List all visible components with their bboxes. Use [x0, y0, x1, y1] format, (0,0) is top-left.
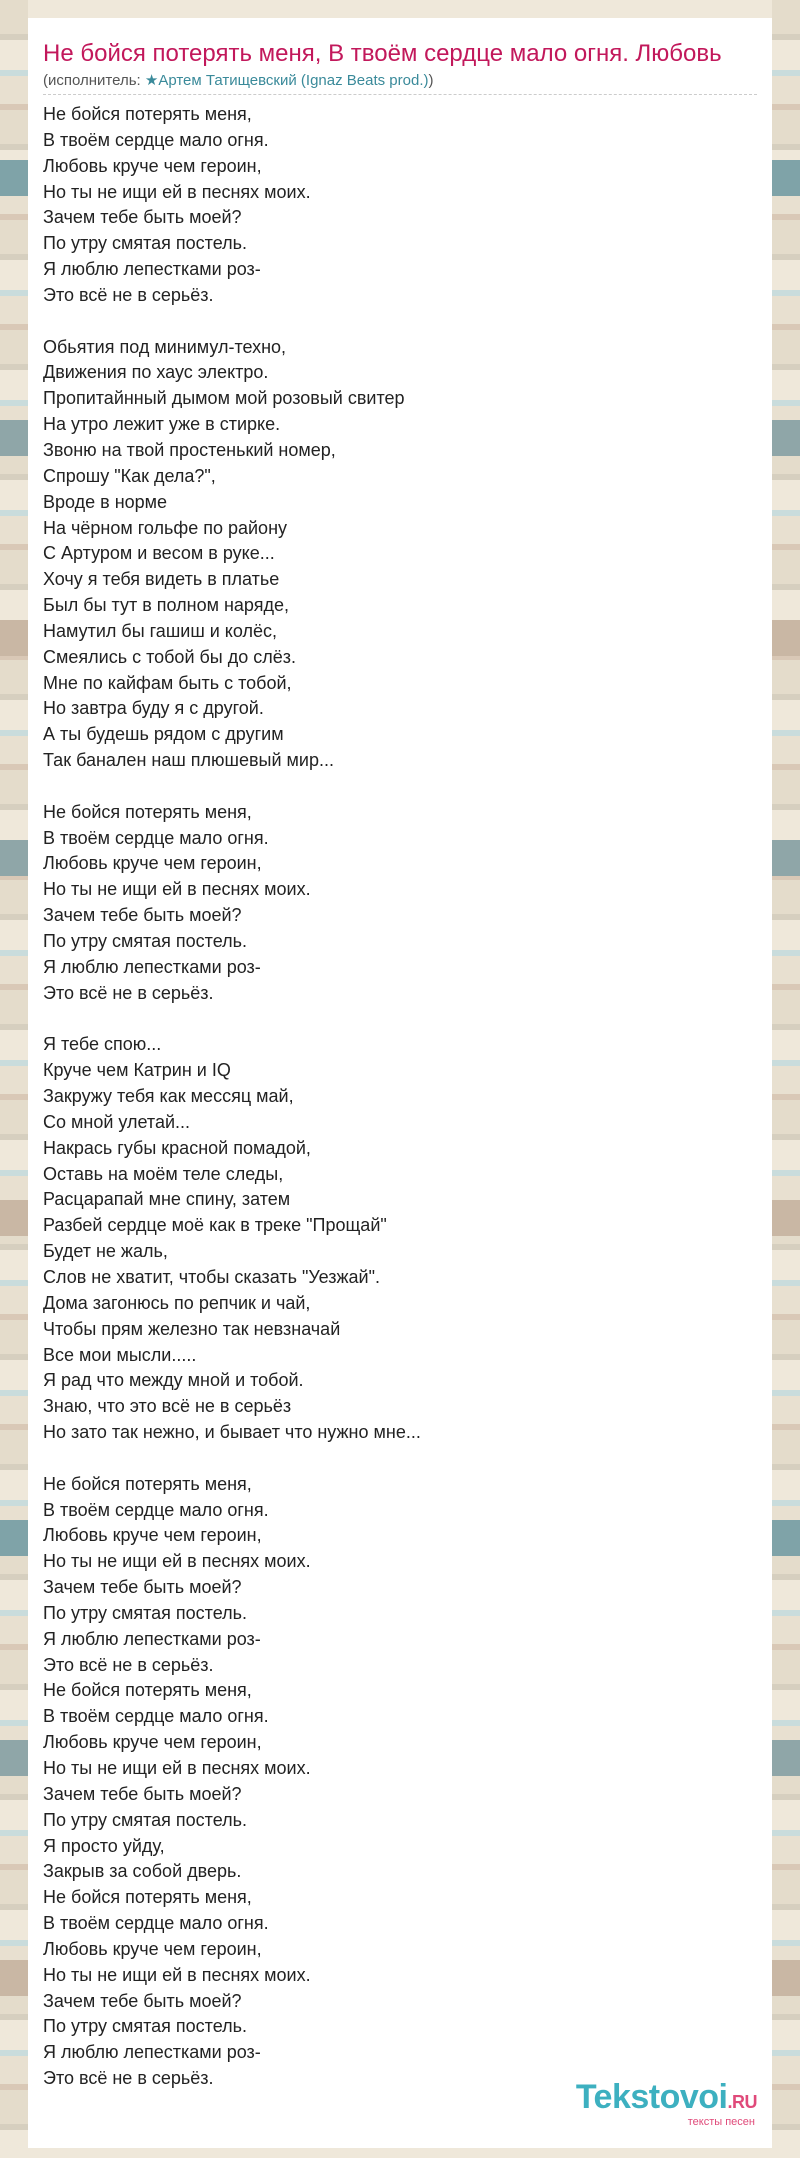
border-accent — [772, 420, 800, 456]
lyric-line — [43, 774, 421, 800]
lyric-line: Но ты не ищи ей в песнях моих. — [43, 1964, 311, 1985]
lyric-line — [43, 1007, 421, 1033]
lyric-line: По утру смятая постель. — [43, 2016, 248, 2037]
lyric-line: Это всё не в серьёз. — [43, 982, 214, 1003]
lyric-line: Разбей сердце моё как в треке "Прощай" — [43, 1215, 387, 1236]
border-accent — [0, 1520, 28, 1556]
lyric-line: Не бойся потерять меня, — [43, 1473, 252, 1494]
site-logo[interactable] — [576, 2079, 757, 2128]
lyric-line: Пропитайнный дымом мой розовый свитер — [43, 388, 405, 409]
lyric-line: В твоём сердце мало огня. — [43, 1913, 269, 1934]
lyric-line: Я люблю лепестками роз- — [43, 956, 261, 977]
border-accent — [772, 840, 800, 876]
lyric-line: Любовь круче чем героин, — [43, 853, 262, 874]
lyric-line: Я люблю лепестками роз- — [43, 2042, 261, 2063]
logo-tld: .RU — [727, 2092, 757, 2112]
lyric-line: В твоём сердце мало огня. — [43, 1499, 269, 1520]
lyric-line: По утру смятая постель. — [43, 931, 248, 951]
lyric-line: Не бойся потерять меня, — [43, 104, 252, 124]
lyric-line: Чтобы прям железно так невзначай — [43, 1318, 341, 1339]
lyric-line: Любовь круче чем героин, — [43, 1732, 262, 1753]
lyric-line: Зачем тебе быть моей? — [43, 905, 242, 926]
border-accent — [0, 1740, 28, 1776]
border-accent — [772, 1740, 800, 1776]
performer-prefix: (исполнитель: — [43, 72, 145, 89]
lyric-line: По утру смятая постель. — [43, 1809, 248, 1830]
border-accent — [0, 1960, 28, 1996]
lyric-line: Но зато так нежно, и бывает что нужно мне... — [43, 1422, 421, 1443]
border-accent — [772, 1520, 800, 1556]
lyric-line: Оставь на моём теле следы, — [43, 1163, 284, 1184]
border-accent — [772, 160, 800, 196]
lyric-line: Зачем тебе быть моей? — [43, 207, 242, 228]
lyric-line: В твоём сердце мало огня. — [43, 1706, 269, 1727]
star-icon: ★ — [144, 72, 159, 89]
lyric-line: По утру смятая постель. — [43, 233, 248, 254]
lyric-line: Хочу я тебя видеть в платье — [43, 569, 280, 590]
lyric-line — [43, 309, 421, 335]
lyric-line: Движения по хаус электро. — [43, 362, 269, 383]
lyric-line: Смеялись с тобой бы до слёз. — [43, 646, 297, 667]
lyric-line: Но ты не ищи ей в песнях моих. — [43, 1758, 311, 1778]
lyric-line: Зачем тебе быть моей? — [43, 1990, 242, 2011]
logo-tagline: тексты песен — [687, 2116, 755, 2128]
lyric-line: Круче чем Катрин и IQ — [43, 1060, 231, 1081]
border-accent — [772, 1200, 800, 1236]
lyric-line: Зачем тебе быть моей? — [43, 1577, 242, 1598]
header-divider — [43, 94, 757, 95]
lyric-line: Я люблю лепестками роз- — [43, 1628, 261, 1649]
border-accent — [0, 620, 28, 656]
lyric-line: Закрыв за собой дверь. — [43, 1861, 242, 1882]
lyric-line: Но ты не ищи ей в песнях моих. — [43, 181, 311, 202]
lyric-line: Это всё не в серьёз. — [43, 1654, 214, 1675]
lyric-line: Не бойся потерять меня, — [43, 1680, 252, 1701]
lyric-line: Не бойся потерять меня, — [43, 801, 252, 822]
lyric-line: В твоём сердце мало огня. — [43, 827, 269, 848]
lyric-line: Знаю, что это всё не в серьёз — [43, 1396, 292, 1417]
border-accent — [0, 840, 28, 876]
lyric-line: Я тебе спою... — [43, 1034, 162, 1055]
left-decorative-border — [0, 0, 28, 2158]
border-accent — [0, 420, 28, 456]
logo-brand — [576, 2079, 757, 2120]
lyric-line: Мне по кайфам быть с тобой, — [43, 672, 292, 693]
lyric-line: Я просто уйду, — [43, 1835, 165, 1856]
lyric-line: Зачем тебе быть моей? — [43, 1783, 242, 1804]
lyric-line: С Артуром и весом в руке... — [43, 543, 275, 564]
lyric-line: Я люблю лепестками роз- — [43, 259, 261, 280]
lyric-line: Любовь круче чем героин, — [43, 1938, 262, 1959]
lyric-line: Не бойся потерять меня, — [43, 1887, 252, 1908]
lyric-line: Но ты не ищи ей в песнях моих. — [43, 879, 311, 900]
lyric-line: Дома загонюсь по репчик и чай, — [43, 1292, 311, 1313]
lyric-line: Накрась губы красной помадой, — [43, 1137, 311, 1158]
border-accent — [772, 620, 800, 656]
lyric-line: Любовь круче чем героин, — [43, 155, 262, 176]
lyric-line: А ты будешь рядом с другим — [43, 724, 284, 745]
lyric-line: Вроде в норме — [43, 491, 168, 512]
lyric-line: На чёрном гольфе по району — [43, 517, 288, 538]
lyric-line: Со мной улетай... — [43, 1111, 191, 1132]
lyric-line: Звоню на твой простенький номер, — [43, 439, 336, 460]
lyric-line: Был бы тут в полном наряде, — [43, 595, 289, 616]
border-accent — [0, 1200, 28, 1236]
lyric-line: Так банален наш плюшевый мир... — [43, 750, 334, 771]
lyric-line — [43, 1446, 421, 1472]
song-title: Не бойся потерять меня, В твоём сердце мало огня. Любовь — [43, 40, 722, 67]
performer-suffix: ) — [428, 72, 434, 89]
lyric-line: В твоём сердце мало огня. — [43, 129, 269, 150]
lyric-line: Это всё не в серьёз. — [43, 2068, 214, 2089]
lyric-line: Я рад что между мной и тобой. — [43, 1370, 304, 1391]
border-accent — [0, 160, 28, 196]
lyric-line: По утру смятая постель. — [43, 1602, 248, 1623]
right-decorative-border — [772, 0, 800, 2158]
lyric-line: Будет не жаль, — [43, 1241, 168, 1262]
lyric-line: Но ты не ищи ей в песнях моих. — [43, 1551, 311, 1572]
logo-brand-name: Tekstovoi — [575, 2078, 728, 2116]
lyric-line: Обьятия под минимул-техно, — [43, 336, 287, 357]
lyric-line: Это всё не в серьёз. — [43, 284, 214, 305]
lyric-line: Закружу тебя как мессяц май, — [43, 1086, 294, 1107]
lyric-line: Спрошу "Как дела?", — [43, 465, 216, 486]
lyric-line: Все мои мысли..... — [43, 1344, 197, 1365]
lyric-line: На утро лежит уже в стирке. — [43, 414, 281, 435]
lyric-line: Любовь круче чем героин, — [43, 1525, 262, 1546]
lyric-line: Намутил бы гашиш и колёс, — [43, 620, 278, 641]
lyrics-text — [43, 102, 421, 2092]
lyric-line: Слов не хватит, чтобы сказать "Уезжай". — [43, 1266, 380, 1287]
lyric-line: Но завтра буду я с другой. — [43, 698, 264, 719]
border-accent — [772, 1960, 800, 1996]
artist-link[interactable]: Артем Татищевский (Ignaz Beats prod.) — [158, 72, 429, 89]
lyrics-card — [28, 18, 772, 2148]
lyric-line: Расцарапай мне спину, затем — [43, 1189, 291, 1210]
performer-line — [43, 72, 434, 90]
